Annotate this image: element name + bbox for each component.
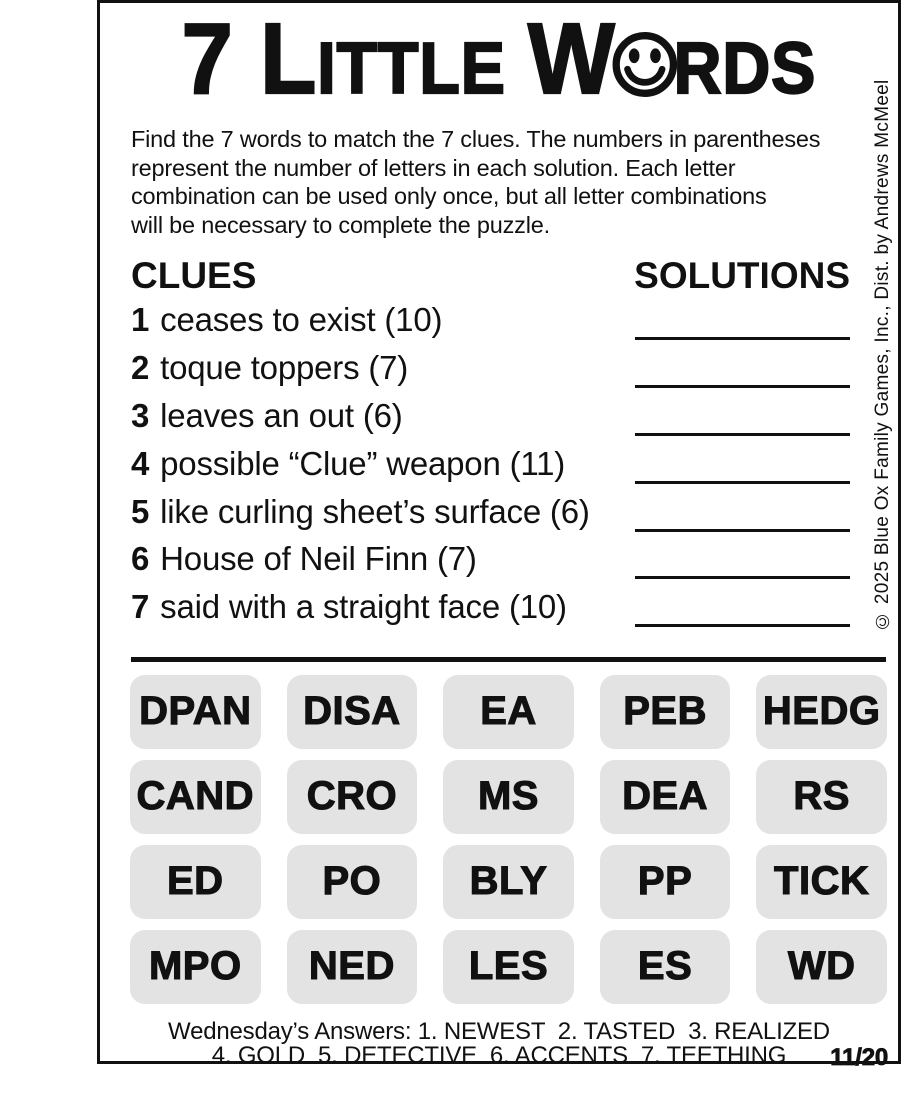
clue-text: possible “Clue” weapon (11) xyxy=(160,444,566,482)
clue-number: 4 xyxy=(131,444,150,482)
instructions-line: combination can be used only once, but all letter combinations xyxy=(131,183,767,210)
letter-tile[interactable]: DPAN xyxy=(130,675,261,749)
letter-tile[interactable]: MS xyxy=(443,760,574,834)
clue-row xyxy=(100,588,898,636)
column-headers xyxy=(100,254,898,297)
clue-number: 2 xyxy=(131,349,150,387)
solution-blank-line xyxy=(635,576,850,579)
letter-tile[interactable]: CRO xyxy=(287,760,418,834)
clue-number: 6 xyxy=(131,540,150,578)
letter-tile[interactable]: EA xyxy=(443,675,574,749)
letter-tile[interactable]: CAND xyxy=(130,760,261,834)
letter-tile[interactable]: RS xyxy=(756,760,887,834)
clue-number: 5 xyxy=(131,492,150,530)
answers-line-2: 4. GOLD 5. DETECTIVE 6. ACCENTS 7. TEETHING xyxy=(211,1041,787,1069)
clues-header: CLUES xyxy=(131,255,257,297)
clue-number: 1 xyxy=(131,301,150,339)
puzzle-frame xyxy=(97,0,901,1071)
instructions-line: will be necessary to complete the puzzle. xyxy=(131,211,550,238)
solution-blank-line xyxy=(635,433,850,436)
clue-text: ceases to exist (10) xyxy=(160,301,443,339)
clue-text: like curling sheet’s surface (6) xyxy=(160,492,590,530)
clue-row xyxy=(100,301,898,349)
letter-tile[interactable]: NED xyxy=(287,930,418,1004)
title-seg-7l: 7 L xyxy=(181,3,318,115)
clue-text: toque toppers (7) xyxy=(160,349,409,387)
solution-blank-line xyxy=(635,385,850,388)
copyright-vertical-text: © 2025 Blue Ox Family Games, Inc., Dist. by Andrews McMeel xyxy=(872,79,893,631)
section-divider xyxy=(131,657,886,662)
page-title xyxy=(100,3,898,115)
clue-text: House of Neil Finn (7) xyxy=(160,540,477,578)
solution-blank-line xyxy=(635,624,850,627)
clue-row xyxy=(100,540,898,588)
puzzle-date: 11/20 xyxy=(830,1043,888,1071)
clue-row xyxy=(100,493,898,541)
title-seg-ittle: ITTLE xyxy=(317,29,506,109)
clue-number: 3 xyxy=(131,396,150,434)
title-seg-w: W xyxy=(527,3,616,115)
letter-tile[interactable]: ES xyxy=(600,930,731,1004)
clue-text: leaves an out (6) xyxy=(160,396,403,434)
clue-row xyxy=(100,349,898,397)
clue-row xyxy=(100,445,898,493)
solutions-header: SOLUTIONS xyxy=(634,255,850,297)
smiley-face-icon xyxy=(611,31,678,98)
letter-tile[interactable]: DEA xyxy=(600,760,731,834)
letter-tile[interactable]: LES xyxy=(443,930,574,1004)
instructions xyxy=(131,125,898,239)
solution-blank-line xyxy=(635,529,850,532)
letter-tile[interactable]: ED xyxy=(130,845,261,919)
letter-tile-grid xyxy=(130,675,887,1004)
letter-tile[interactable]: HEDG xyxy=(756,675,887,749)
letter-tile[interactable]: TICK xyxy=(756,845,887,919)
letter-tile[interactable]: PP xyxy=(600,845,731,919)
letter-tile[interactable]: PO xyxy=(287,845,418,919)
solution-blank-line xyxy=(635,481,850,484)
instructions-line: Find the 7 words to match the 7 clues. The numbers in parentheses xyxy=(131,126,821,152)
solution-blank-line xyxy=(635,337,850,340)
title-seg-rds: RDS xyxy=(673,29,817,109)
letter-tile[interactable]: MPO xyxy=(130,930,261,1004)
clue-list xyxy=(100,301,898,636)
answers-line-1: Wednesday’s Answers: 1. NEWEST 2. TASTED 3. REALIZED xyxy=(168,1017,830,1045)
letter-tile[interactable]: DISA xyxy=(287,675,418,749)
previous-answers xyxy=(100,1017,898,1071)
clue-number: 7 xyxy=(131,588,150,626)
clue-text: said with a straight face (10) xyxy=(160,588,567,626)
instructions-line: represent the number of letters in each solution. Each letter xyxy=(131,154,736,181)
letter-tile[interactable]: PEB xyxy=(600,675,731,749)
clue-row xyxy=(100,397,898,445)
letter-tile[interactable]: BLY xyxy=(443,845,574,919)
letter-tile[interactable]: WD xyxy=(756,930,887,1004)
